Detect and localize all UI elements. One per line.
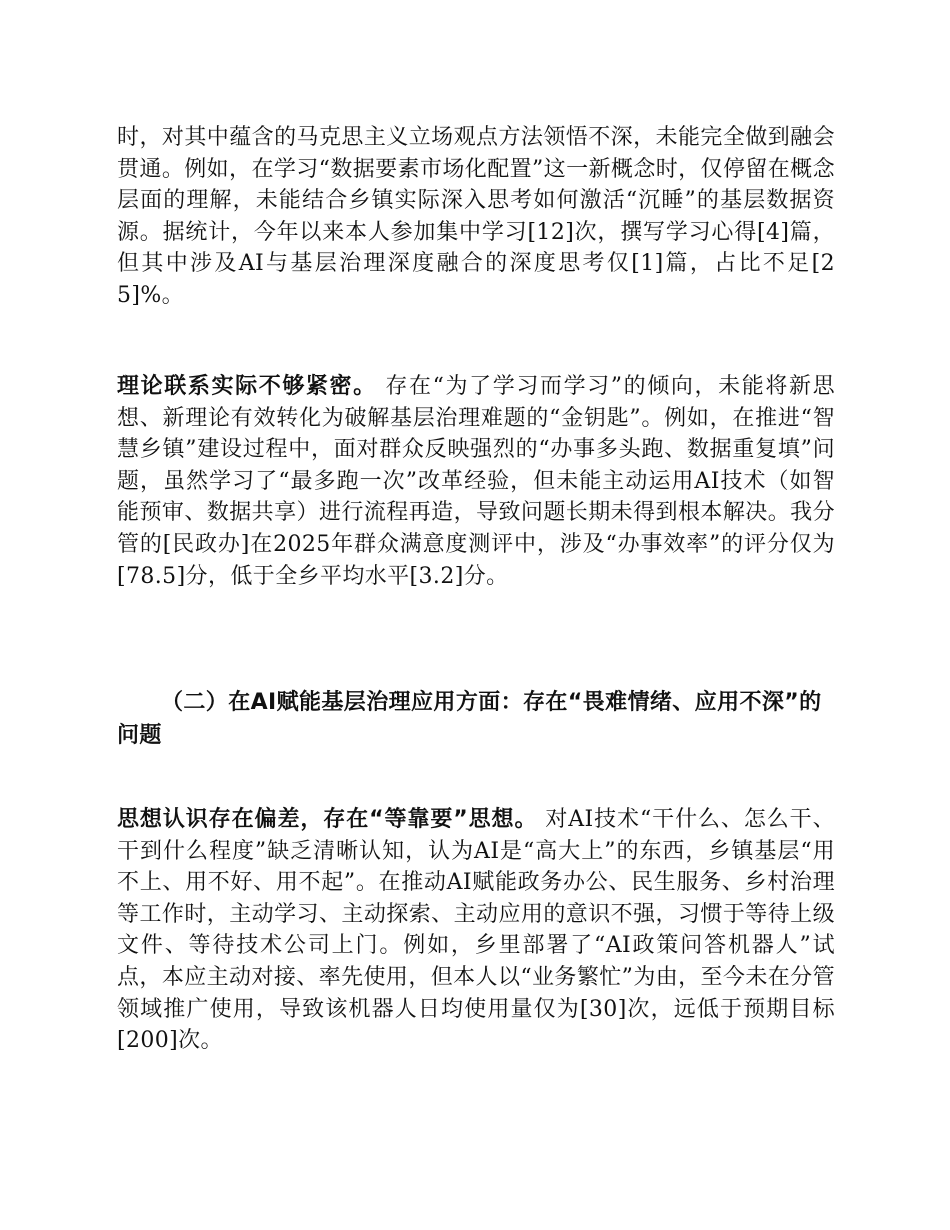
paragraph-lead-heading: 理论联系实际不够紧密。 bbox=[117, 374, 377, 399]
paragraph-body: 存在“为了学习而学习”的倾向，未能将新思想、新理论有效转化为破解基层治理难题的“金钥匙”。例如，在推进“智慧乡镇”建设过程中，面对群众反映强烈的“办事多头跑、数据重复填”问题，虽然学习了“最多跑一次”改革经验，但未能主动运用AI技术（如智能预审、数据共享）进行流程再造，导致问题长期未得到根本解决。我分管的[民政办]在2025年群众满意度测评中，涉及“办事效率”的评分仅为[78.5]分，低于全乡平均水平[3.2]分。 bbox=[117, 374, 835, 589]
paragraph-theory-practice bbox=[117, 371, 835, 592]
paragraph-lead-heading: 思想认识存在偏差，存在“等靠要”思想。 bbox=[117, 807, 538, 832]
paragraph-awareness-bias bbox=[117, 804, 835, 1057]
section-heading: （二）在AI赋能基层治理应用方面：存在“畏难情绪、应用不深”的问题 bbox=[117, 690, 822, 748]
paragraph-study-depth: 时，对其中蕴含的马克思主义立场观点方法领悟不深，未能完全做到融会贯通。例如，在学习“数据要素市场化配置”这一新概念时，仅停留在概念层面的理解，未能结合乡镇实际深入思考如何激活“沉睡”的基层数据资源。据统计，今年以来本人参加集中学习[12]次，撰写学习心得[4]篇，但其中涉及AI与基层治理深度融合的深度思考仅[1]篇，占比不足[25]%。 bbox=[117, 125, 835, 308]
paragraph-body: 对AI技术“干什么、怎么干、干到什么程度”缺乏清晰认知，认为AI是“高大上”的东西，乡镇基层“用不上、用不好、用不起”。在推动AI赋能政务办公、民生服务、乡村治理等工作时，主动学习、主动探索、主动应用的意识不强，习惯于等待上级文件、等待技术公司上门。例如，乡里部署了“AI政策问答机器人”试点，本应主动对接、率先使用，但本人以“业务繁忙”为由，至今未在分管领域推广使用，导致该机器人日均使用量仅为[30]次，远低于预期目标[200]次。 bbox=[117, 807, 835, 1054]
